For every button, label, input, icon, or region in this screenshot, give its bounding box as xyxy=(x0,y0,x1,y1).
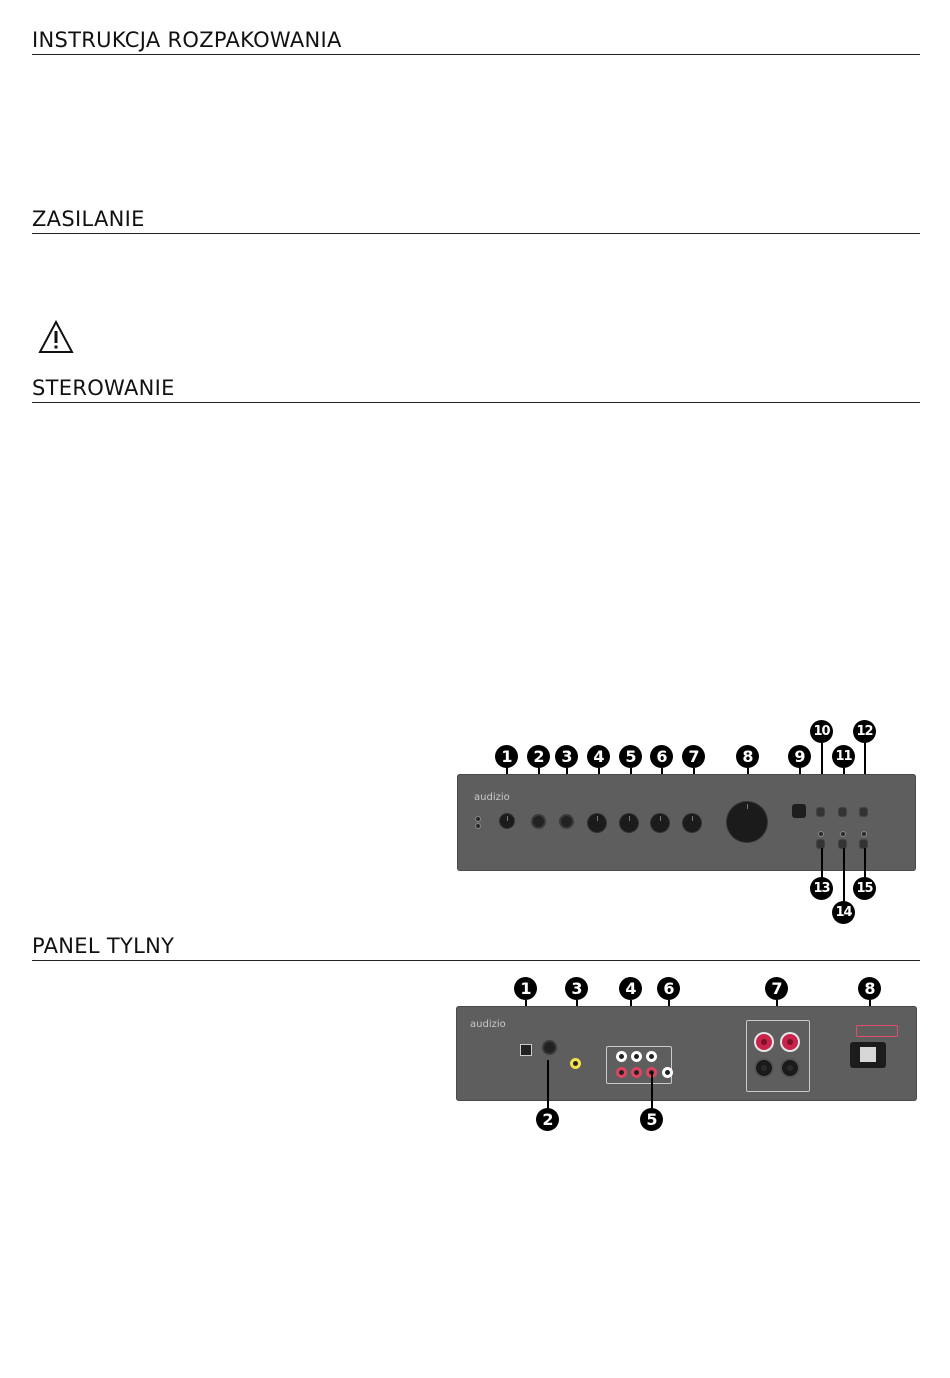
rear-optical-input[interactable] xyxy=(520,1044,532,1056)
front-callout-2: 2 xyxy=(527,745,550,768)
rear-speaker-terminal-red-r[interactable] xyxy=(782,1034,798,1050)
front-callout-5: 5 xyxy=(619,745,642,768)
rear-power-socket[interactable] xyxy=(850,1042,886,1068)
front-button-10[interactable] xyxy=(817,808,824,816)
rear-speaker-terminal-black-l[interactable] xyxy=(756,1060,772,1076)
rear-speaker-terminal-black-r[interactable] xyxy=(782,1060,798,1076)
rear-callout-1: 1 xyxy=(514,977,537,1000)
front-panel xyxy=(457,774,916,871)
front-callout-11: 11 xyxy=(832,745,855,768)
rear-speaker-terminal-red-l[interactable] xyxy=(756,1034,772,1050)
rear-rca-sub-out[interactable] xyxy=(662,1067,673,1078)
rear-callout-5: 5 xyxy=(640,1108,663,1131)
rear-brand-logo: audizio xyxy=(470,1019,506,1030)
rear-callout-7: 7 xyxy=(765,977,788,1000)
warning-icon xyxy=(38,320,74,354)
front-callout-1: 1 xyxy=(495,745,518,768)
rear-rca-red-1[interactable] xyxy=(616,1067,627,1078)
front-callout-6: 6 xyxy=(650,745,673,768)
rear-callout-3: 3 xyxy=(565,977,588,1000)
front-button-13[interactable] xyxy=(817,840,824,848)
rear-panel xyxy=(456,1006,917,1101)
front-callout-3: 3 xyxy=(555,745,578,768)
front-callout-14: 14 xyxy=(832,901,855,924)
front-knob-5[interactable] xyxy=(620,814,638,832)
rear-callout-2: 2 xyxy=(536,1108,559,1131)
front-button-15[interactable] xyxy=(860,840,867,848)
front-callout-15: 15 xyxy=(853,877,876,900)
rear-rca-white-1[interactable] xyxy=(616,1051,627,1062)
front-brand-logo: audizio xyxy=(474,792,510,803)
rear-callout-8: 8 xyxy=(858,977,881,1000)
front-callout-4: 4 xyxy=(587,745,610,768)
front-button-11[interactable] xyxy=(839,808,846,816)
rear-coaxial-input[interactable] xyxy=(544,1042,555,1053)
rear-rca-white-3[interactable] xyxy=(646,1051,657,1062)
front-callout-13: 13 xyxy=(810,877,833,900)
rear-rca-yellow[interactable] xyxy=(570,1058,581,1069)
front-knob-6[interactable] xyxy=(651,814,669,832)
heading-unpacking: INSTRUKCJA ROZPAKOWANIA xyxy=(32,28,920,55)
front-button-14[interactable] xyxy=(839,840,846,848)
heading-power: ZASILANIE xyxy=(32,207,920,234)
front-knob-7[interactable] xyxy=(683,814,701,832)
front-callout-9: 9 xyxy=(788,745,811,768)
rear-callout-4: 4 xyxy=(619,977,642,1000)
front-jack-3[interactable] xyxy=(561,816,572,827)
front-callout-7: 7 xyxy=(682,745,705,768)
front-callout-10: 10 xyxy=(810,720,833,743)
front-knob-4[interactable] xyxy=(588,814,606,832)
front-volume-knob[interactable] xyxy=(727,802,767,842)
rear-rca-red-2[interactable] xyxy=(631,1067,642,1078)
front-callout-8: 8 xyxy=(736,745,759,768)
front-jack-2[interactable] xyxy=(533,816,544,827)
rear-callout-6: 6 xyxy=(657,977,680,1000)
front-callout-12: 12 xyxy=(853,720,876,743)
heading-rear-panel: PANEL TYLNY xyxy=(32,934,920,961)
heading-controls: STEROWANIE xyxy=(32,376,920,403)
front-button-12[interactable] xyxy=(860,808,867,816)
front-button-9[interactable] xyxy=(792,804,806,818)
rear-rca-white-2[interactable] xyxy=(631,1051,642,1062)
front-power-knob[interactable] xyxy=(500,814,514,828)
